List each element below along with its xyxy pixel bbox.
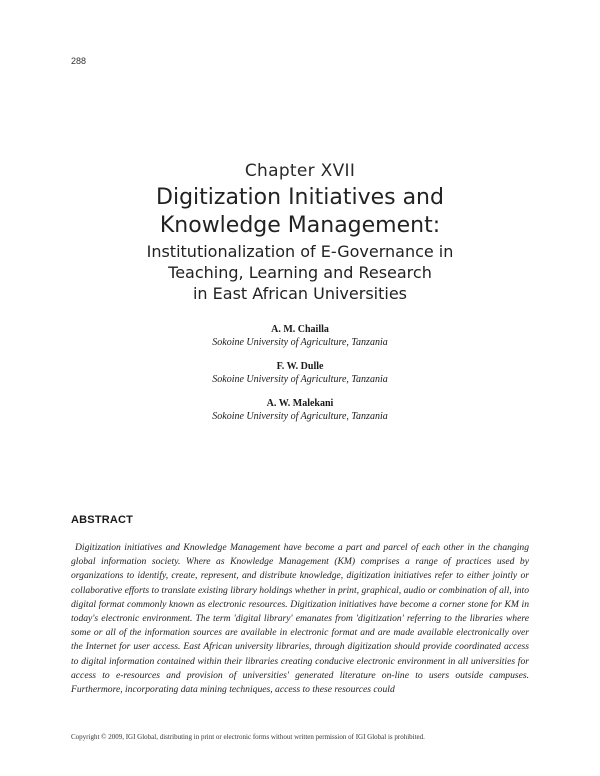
author-affiliation: Sokoine University of Agriculture, Tanzania <box>212 411 388 422</box>
author-entry <box>0 360 600 386</box>
page-number: 288 <box>71 56 87 66</box>
chapter-label: Chapter XVII <box>244 161 356 181</box>
copyright-notice: Copyright © 2009, IGI Global, distributing in print or electronic forms without written permission of IGI Global is prohibited. <box>71 733 425 741</box>
author-name: A. M. Chailla <box>271 324 329 335</box>
author-name: A. W. Malekani <box>266 398 334 409</box>
subtitle-line-3: in East African Universities <box>192 284 407 303</box>
author-entry <box>0 323 600 349</box>
main-title-line-1: Digitization Initiatives and <box>156 185 444 210</box>
author-entry <box>0 397 600 423</box>
author-list <box>0 323 600 434</box>
main-title-line-2: Knowledge Management: <box>159 213 441 238</box>
subtitle-line-1: Institutionalization of E-Governance in <box>146 242 454 261</box>
author-name: F. W. Dulle <box>276 361 324 372</box>
author-affiliation: Sokoine University of Agriculture, Tanzania <box>212 337 388 348</box>
subtitle-line-2: Teaching, Learning and Research <box>168 263 432 282</box>
abstract-heading: ABSTRACT <box>71 514 134 526</box>
abstract-text: Digitization initiatives and Knowledge Management have become a part and parcel of each other in the changing global information society. Where as Knowledge Management (KM) comprises a range of practices used by organizations to identify, create, represent, and distribute knowledge, digitization initiatives refer to either jointly or collaborative efforts to translate existing library holdings whether in print, graphical, audio or combination of all, into digital format commonly known as electronic resources. Digitization initiatives have become a corner stone for KM in today's electronic environment. The term 'digital library' emanates from 'digitization' referring to the libraries where some or all of the information sources are available in electronic format and are made available electronically over the Internet for user access. East African university libraries, through digitization should provide coordinated access to digital information contained within their libraries creating conducive electronic environment in all universities for access to e-resources and provision of universities' generated literature on-line to users outside campuses. Furthermore, incorporating data mining techniques, access to these resources could <box>71 542 529 696</box>
chapter-title-block <box>0 160 600 304</box>
author-affiliation: Sokoine University of Agriculture, Tanzania <box>212 374 388 385</box>
